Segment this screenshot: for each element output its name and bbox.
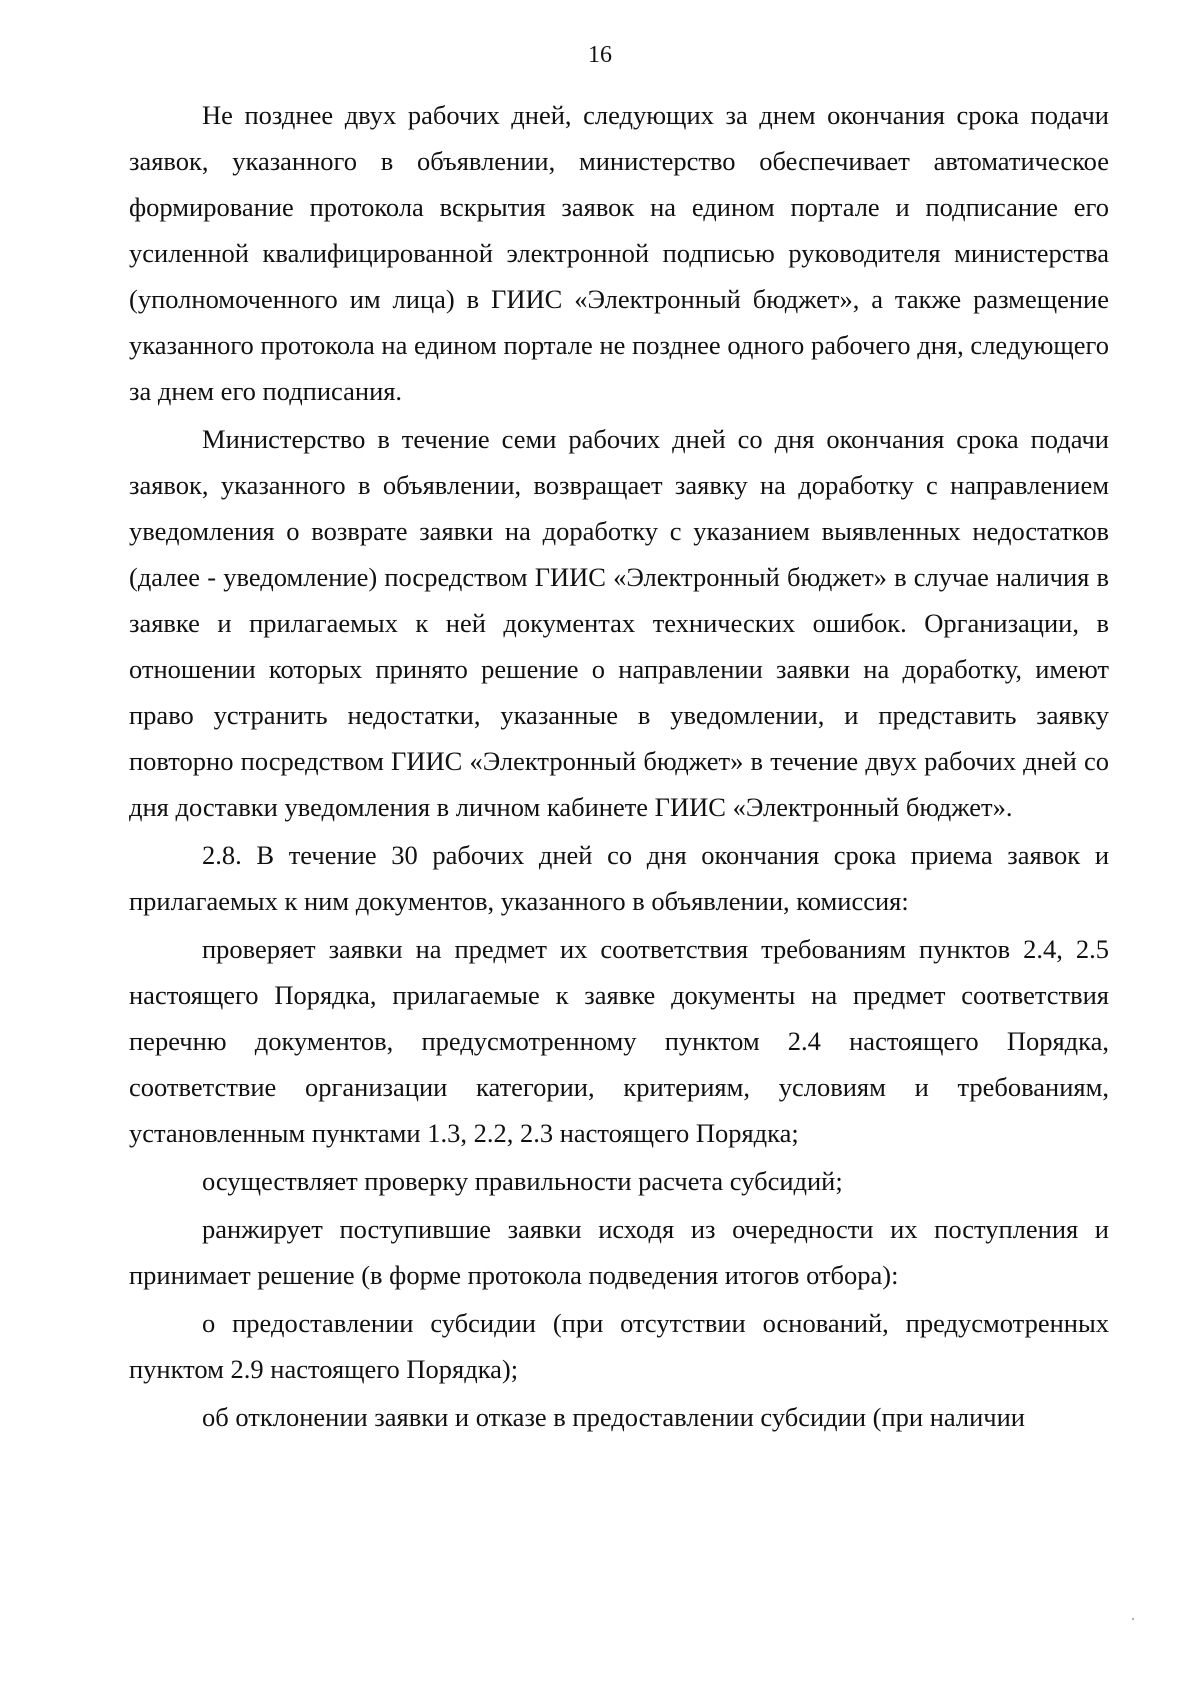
paragraph-protocol-opening: Не позднее двух рабочих дней, следующих за днем окончания срока подачи заявок, указанного в объявлении, министерство обеспечивает автоматическое формирование протокола вскрытия заявок на едином портале и подписание его усиленной квалифицированной электронной подписью руководителя министерства (уполномоченного им лица) в ГИИС «Электронный бюджет», а также размещение указанного протокола на едином портале не позднее одного рабочего дня, следующего за днем его подписания. <box>129 100 1109 406</box>
paragraph-checks-calculation: осуществляет проверку правильности расчета субсидий; <box>202 1166 843 1196</box>
paragraph-grant-subsidy: о предоставлении субсидии (при отсутствии оснований, предусмотренных пунктом 2.9 настоящего Порядка); <box>129 1308 1109 1384</box>
scan-speck <box>1132 1618 1134 1620</box>
paragraph-reject-application: об отклонении заявки и отказе в предоставлении субсидии (при наличии <box>202 1402 1025 1432</box>
paragraph-return-for-revision: Министерство в течение семи рабочих дней со дня окончания срока подачи заявок, указанного в объявлении, возвращает заявку на доработку с направлением уведомления о возврате заявки на доработку с указанием выявленных недостатков (далее - уведомление) посредством ГИИС «Электронный бюджет» в случае наличия в заявке и прилагаемых к ней документах технических ошибок. Организации, в отношении которых принято решение о направлении заявки на доработку, имеют право устранить недостатки, указанные в уведомлении, и представить заявку повторно посредством ГИИС «Электронный бюджет» в течение двух рабочих дней со дня доставки уведомления в личном кабинете ГИИС «Электронный бюджет». <box>129 424 1109 822</box>
paragraph-ranks-applications: ранжирует поступившие заявки исходя из очередности их поступления и принимает решение (в форме протокола подведения итогов отбора): <box>129 1214 1109 1290</box>
document-body <box>129 92 1109 1440</box>
paragraph-checks-applications: проверяет заявки на предмет их соответствия требованиям пунктов 2.4, 2.5 настоящего Порядка, прилагаемые к заявке документы на предмет соответствия перечню документов, предусмотренному пунктом 2.4 настоящего Порядка, соответствие организации категории, критериям, условиям и требованиям, установленным пунктами 1.3, 2.2, 2.3 настоящего Порядка; <box>129 934 1109 1148</box>
paragraph-commission-2-8: 2.8. В течение 30 рабочих дней со дня окончания срока приема заявок и прилагаемых к ним документов, указанного в объявлении, комиссия: <box>129 840 1109 916</box>
page-number: 16 <box>588 42 612 68</box>
